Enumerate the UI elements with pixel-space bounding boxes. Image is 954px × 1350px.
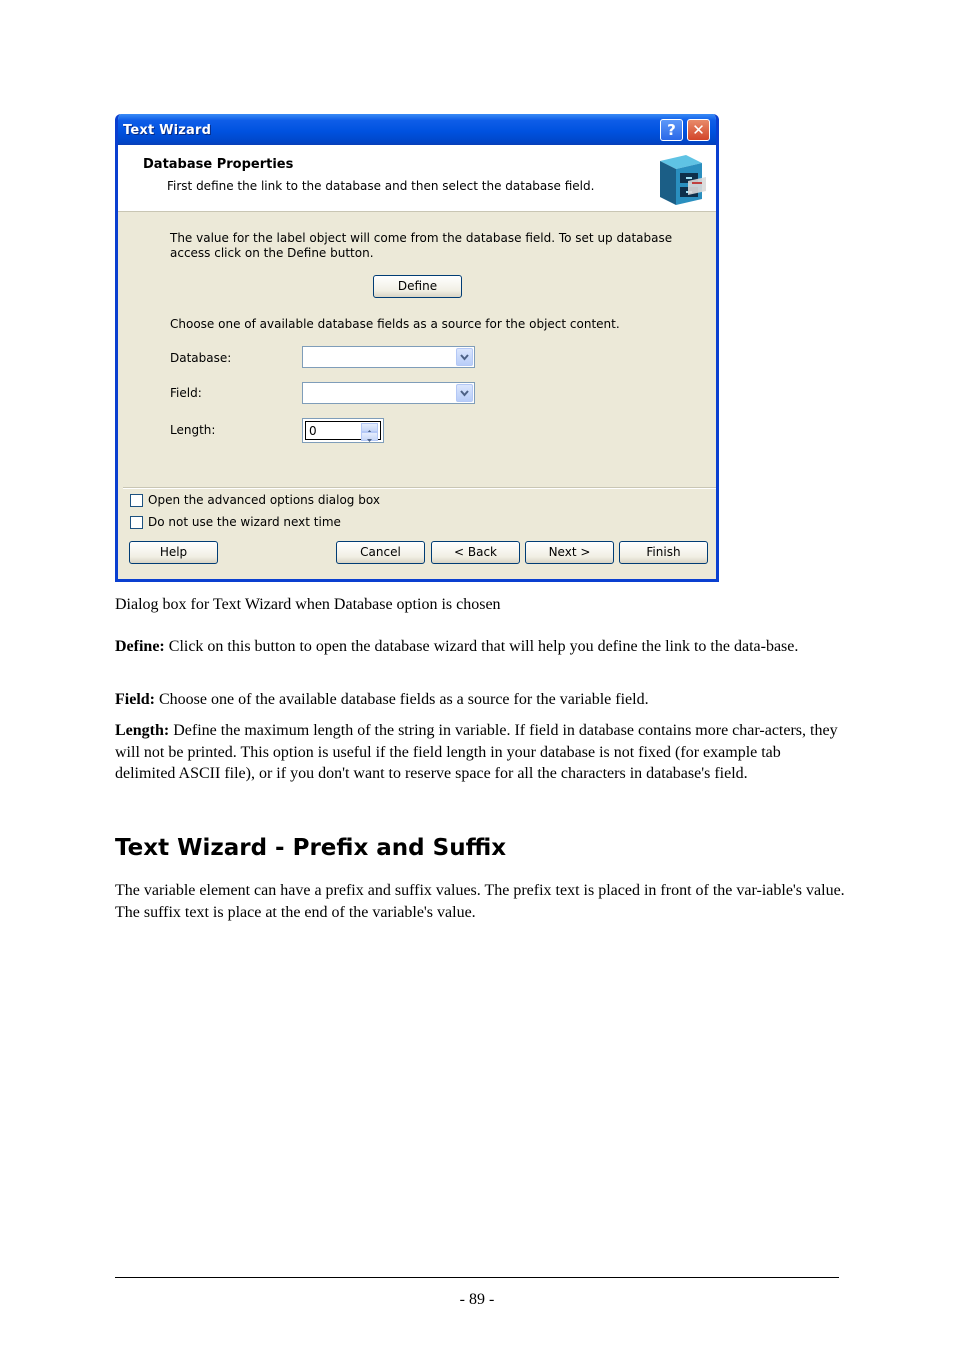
spin-down-icon[interactable] — [361, 432, 378, 441]
define-text: Click on this button to open the database wizard that will help you define the link to the data-base. — [164, 638, 799, 655]
back-button[interactable]: < Back — [431, 541, 520, 564]
choose-field-text: Choose one of available database fields as a source for the object content. — [170, 317, 620, 331]
length-paragraph — [115, 720, 845, 785]
help-button[interactable]: Help — [129, 541, 218, 564]
database-combo[interactable] — [302, 346, 475, 368]
advanced-options-checkbox[interactable] — [130, 494, 143, 507]
no-wizard-label: Do not use the wizard next time — [148, 515, 341, 529]
field-combo[interactable] — [302, 382, 475, 404]
dialog-title: Text Wizard — [123, 123, 212, 138]
header-title: Database Properties — [143, 157, 294, 172]
page-number: - 89 - — [459, 1291, 495, 1308]
length-term: Length: — [115, 722, 170, 739]
cancel-button[interactable]: Cancel — [336, 541, 425, 564]
close-icon[interactable]: ✕ — [687, 119, 710, 141]
next-button[interactable]: Next > — [525, 541, 614, 564]
define-paragraph — [115, 636, 845, 658]
wizard-header — [118, 145, 716, 212]
intro-line-2: access click on the Define button. — [170, 246, 374, 260]
figure-caption: Dialog box for Text Wizard when Database option is chosen — [115, 596, 501, 613]
chevron-down-icon[interactable] — [456, 348, 473, 366]
field-label: Field: — [170, 386, 202, 400]
title-bar[interactable] — [115, 114, 719, 145]
field-text: Choose one of the available database fields as a source for the variable field. — [155, 691, 649, 708]
advanced-options-label: Open the advanced options dialog box — [148, 493, 380, 507]
finish-button[interactable]: Finish — [619, 541, 708, 564]
length-text: Define the maximum length of the string in variable. If field in database contains more char-acters, they will not be printed. This option is useful if the field length in your database is not fixed (for example tab delimited ASCII file), or if you don't want to reserve space for all the characters in database's field. — [115, 722, 838, 782]
define-button[interactable]: Define — [373, 275, 462, 298]
intro-line-1: The value for the label object will come from the database field. To set up database — [170, 231, 673, 245]
define-term: Define: — [115, 638, 165, 655]
length-label: Length: — [170, 423, 216, 437]
text-wizard-dialog — [115, 114, 719, 582]
prefix-suffix-paragraph: The variable element can have a prefix and suffix values. The prefix text is placed in front of the var-iable's value. The suffix text is place at the end of the variable's value. — [115, 882, 845, 921]
field-term: Field: — [115, 691, 155, 708]
length-input-frame[interactable] — [305, 421, 381, 440]
database-cabinet-icon — [652, 151, 708, 207]
spin-up-icon[interactable] — [361, 423, 378, 432]
help-icon[interactable]: ? — [660, 119, 683, 141]
chevron-down-icon[interactable] — [456, 384, 473, 402]
footer-rule — [115, 1277, 839, 1278]
length-input[interactable]: 0 — [309, 424, 317, 438]
field-paragraph — [115, 689, 845, 711]
section-heading: Text Wizard - Prefix and Suffix — [115, 835, 507, 861]
header-subtitle: First define the link to the database and then select the database field. — [167, 179, 595, 193]
database-label: Database: — [170, 351, 232, 365]
no-wizard-checkbox[interactable] — [130, 516, 143, 529]
length-stepper[interactable] — [302, 418, 384, 443]
divider — [123, 487, 716, 489]
